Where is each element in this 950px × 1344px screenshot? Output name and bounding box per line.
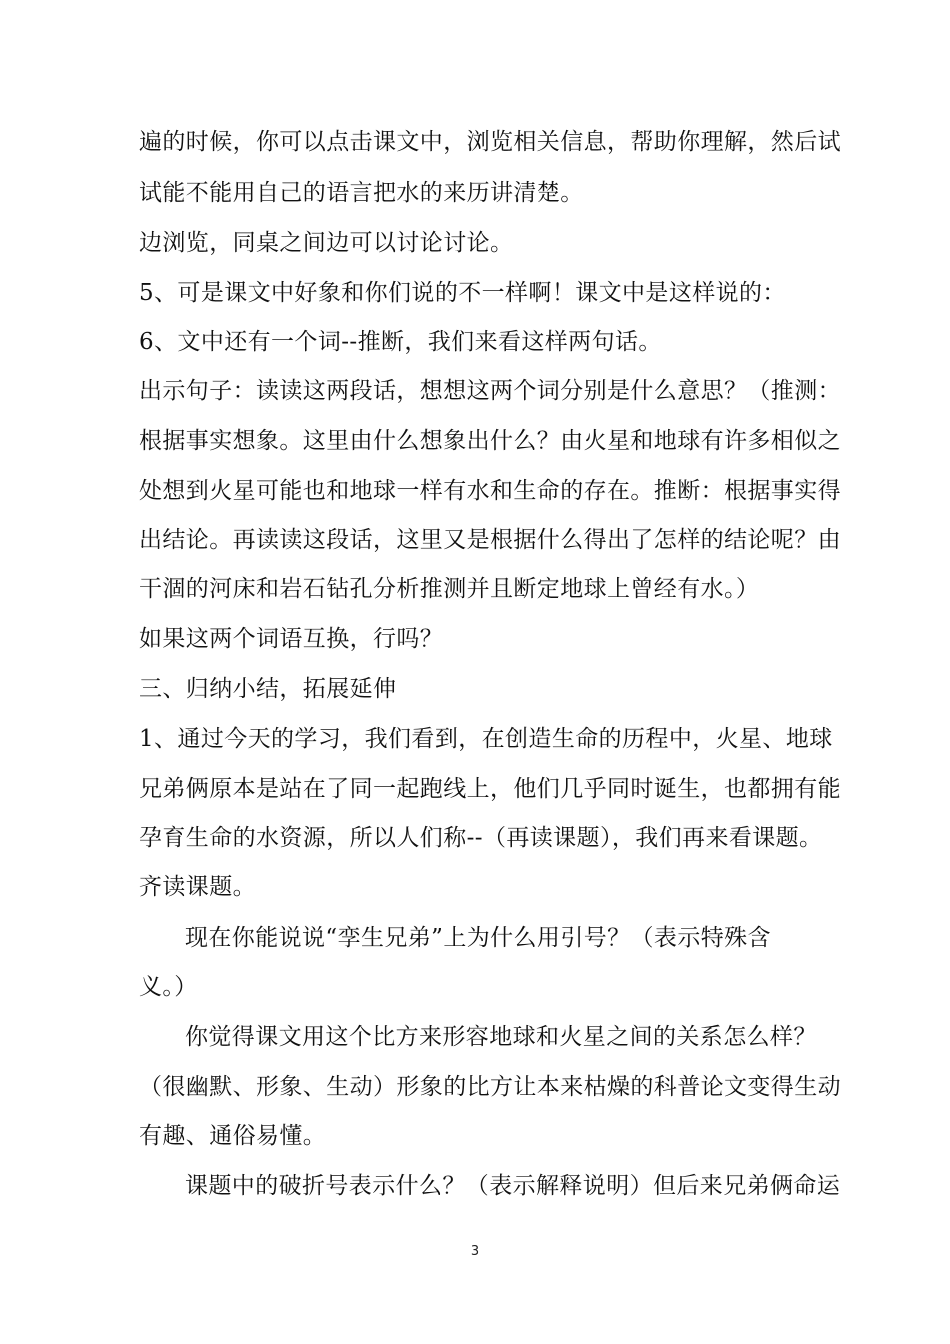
text-line: 6、文中还有一个词--推断，我们来看这样两句话。 — [139, 329, 662, 355]
page-number: 3 — [470, 1244, 480, 1259]
text-line: 出示句子：读读这两段话，想想这两个词分别是什么意思？（推测： — [139, 378, 841, 404]
text-line: 边浏览，同桌之间边可以讨论讨论。 — [139, 230, 514, 256]
text-line: 课题中的破折号表示什么？（表示解释说明）但后来兄弟俩命运 — [185, 1173, 841, 1199]
text-line: 现在你能说说“孪生兄弟”上为什么用引号？（表示特殊含 — [185, 925, 771, 951]
section-heading: 三、归纳小结，拓展延伸 — [139, 676, 397, 702]
text-line: 齐读课题。 — [139, 874, 256, 900]
text-line: 干涸的河床和岩石钻孔分析推测并且断定地球上曾经有水。） — [139, 576, 760, 602]
text-line: 兄弟俩原本是站在了同一起跑线上，他们几乎同时诞生，也都拥有能 — [139, 776, 841, 802]
text-line: 根据事实想象。这里由什么想象出什么？由火星和地球有许多相似之 — [139, 428, 841, 454]
text-line: 有趣、通俗易懂。 — [139, 1123, 327, 1149]
text-line: 你觉得课文用这个比方来形容地球和火星之间的关系怎么样？ — [185, 1024, 817, 1050]
text-line: 孕育生命的水资源，所以人们称--（再读课题），我们再来看课题。 — [139, 825, 823, 851]
text-line: 试能不能用自己的语言把水的来历讲清楚。 — [139, 180, 584, 206]
text-line: 义。） — [139, 974, 198, 1000]
text-line: 5、可是课文中好象和你们说的不一样啊！课文中是这样说的： — [139, 280, 786, 306]
text-line: 处想到火星可能也和地球一样有水和生命的存在。推断：根据事实得 — [139, 478, 841, 504]
text-line: 遍的时候，你可以点击课文中，浏览相关信息，帮助你理解，然后试 — [139, 129, 841, 155]
text-line: 出结论。再读读这段话，这里又是根据什么得出了怎样的结论呢？由 — [139, 527, 841, 553]
text-line: 如果这两个词语互换，行吗？ — [139, 626, 444, 652]
text-line: （很幽默、形象、生动）形象的比方让本来枯燥的科普论文变得生动 — [139, 1074, 841, 1100]
text-line: 1、通过今天的学习，我们看到，在创造生命的历程中，火星、地球 — [139, 726, 833, 752]
